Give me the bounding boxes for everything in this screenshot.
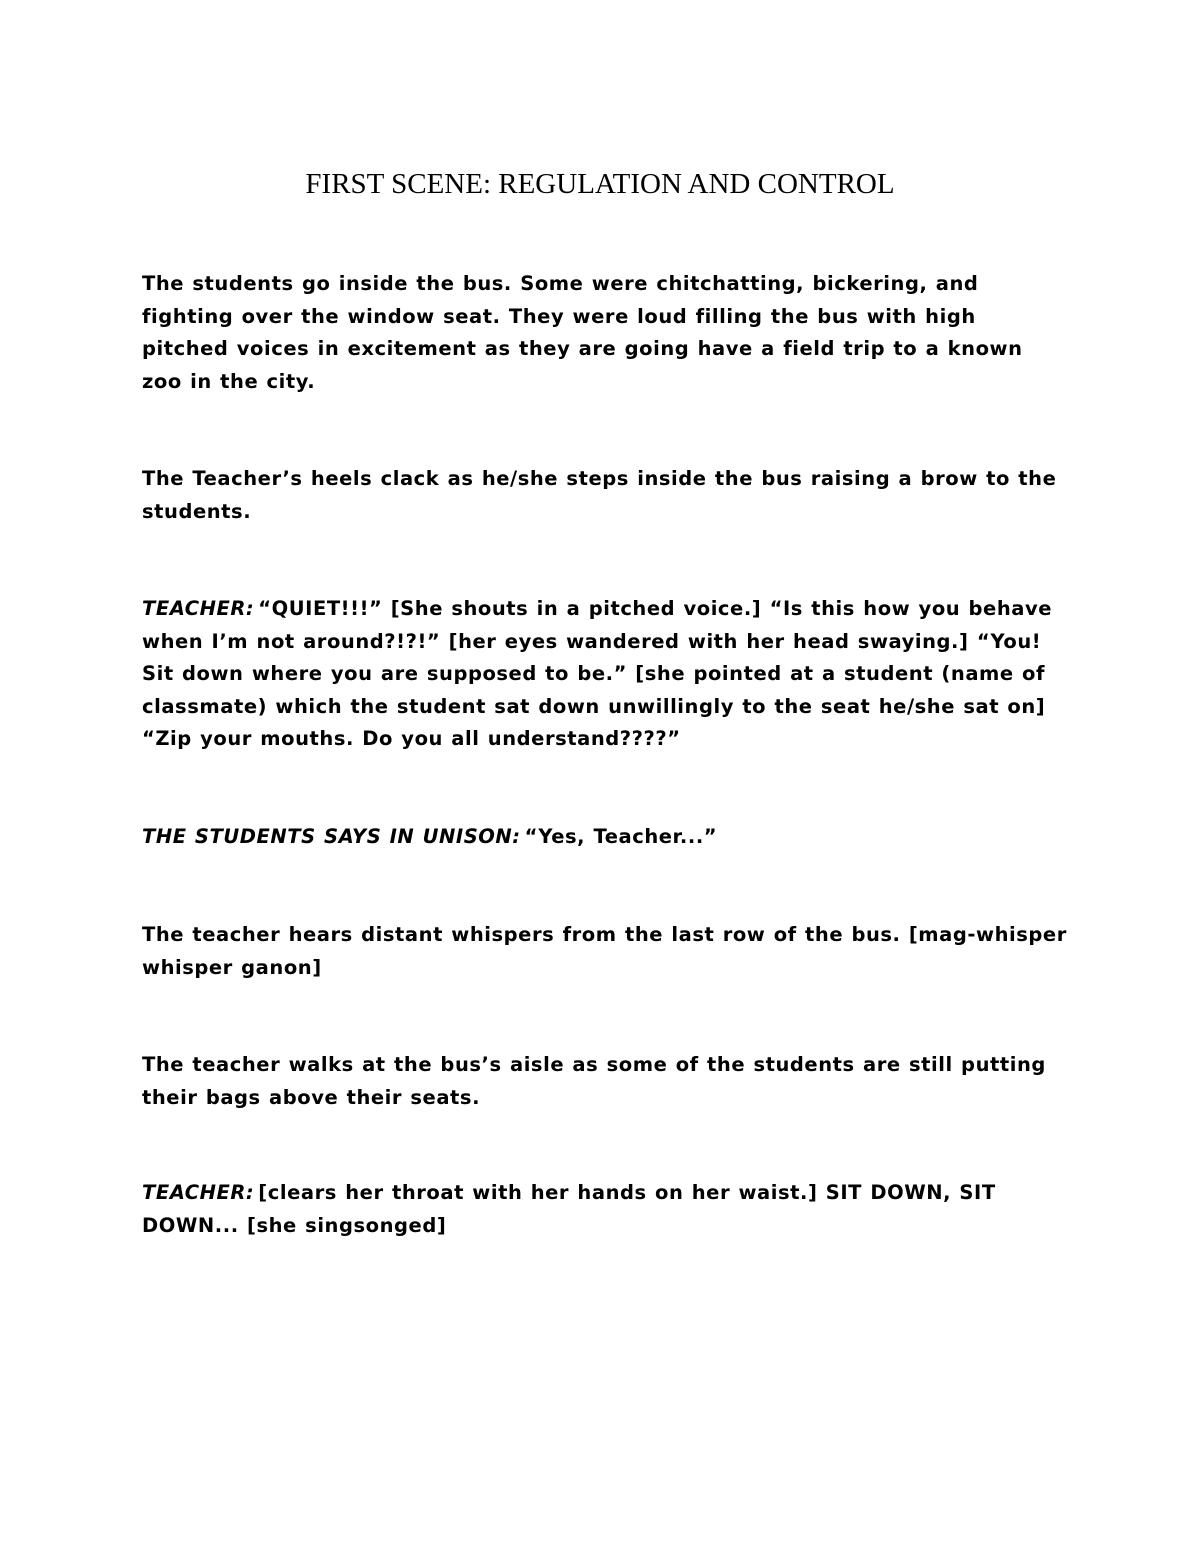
narration-paragraph xyxy=(142,463,1067,528)
paragraph-text: The Teacher’s heels clack as he/she steps inside the bus raising a brow to the students. xyxy=(142,467,1057,523)
paragraph-text: The teacher hears distant whispers from the last row of the bus. [mag-whisper whisper ganon] xyxy=(142,923,1067,979)
paragraph-text: “QUIET!!!” [She shouts in a pitched voice.] “Is this how you behave when I’m not around?!?!” [her eyes wandered with her head swaying.] “You! Sit down where you are supposed to be.” [she pointed at a student (name of classmate) which the student sat down unwillingly to the seat he/she sat on] “Zip your mouths. Do you all understand????” xyxy=(142,597,1052,751)
paragraph-text: The teacher walks at the bus’s aisle as some of the students are still putting their bags above their seats. xyxy=(142,1053,1046,1109)
dialogue-paragraph xyxy=(142,1177,1067,1242)
narration-paragraph xyxy=(142,268,1067,398)
paragraph-text: “Yes, Teacher...” xyxy=(524,825,718,848)
speaker-label: TEACHER: xyxy=(142,1181,255,1204)
speaker-label: TEACHER: xyxy=(142,597,255,620)
paragraph-text: [clears her throat with her hands on her waist.] SIT DOWN, SIT DOWN... [she singsonged] xyxy=(142,1181,996,1237)
narration-paragraph xyxy=(142,1049,1067,1114)
paragraph-text: The students go inside the bus. Some were chitchatting, bickering, and fighting over the window seat. They were loud filling the bus with high pitched voices in excitement as they are going have a field trip to a known zoo in the city. xyxy=(142,272,1023,393)
page-title: FIRST SCENE: REGULATION AND CONTROL xyxy=(305,168,895,200)
dialogue-paragraph xyxy=(142,821,1067,854)
dialogue-paragraph xyxy=(142,593,1077,756)
speaker-label: THE STUDENTS SAYS IN UNISON: xyxy=(142,825,521,848)
narration-paragraph xyxy=(142,919,1067,984)
